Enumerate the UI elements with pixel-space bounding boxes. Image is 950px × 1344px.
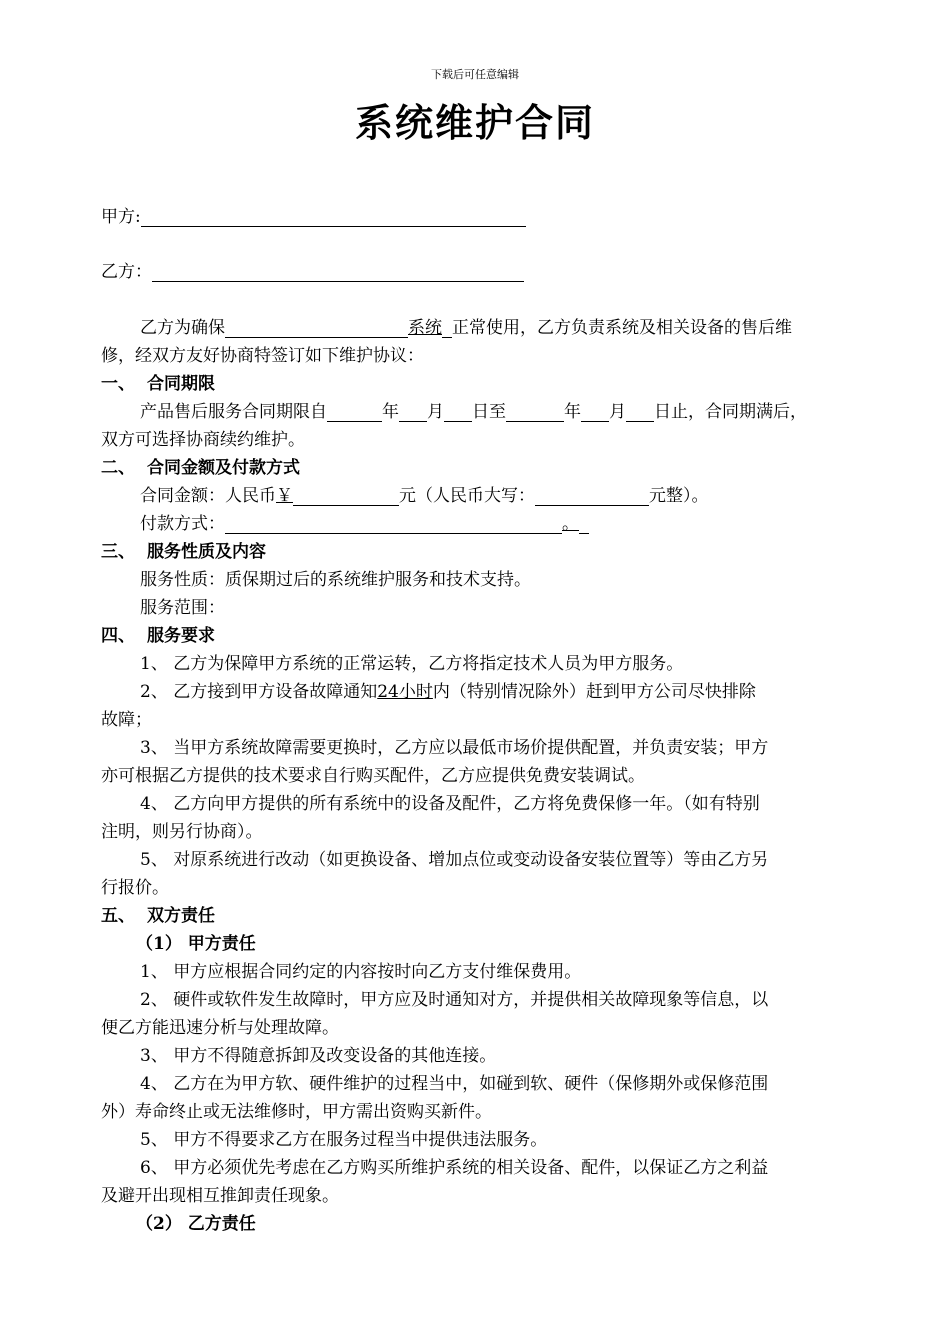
party-b-duties-title: （2） 乙方责任	[136, 1214, 256, 1234]
section-1-heading: 一、 合同期限	[101, 374, 215, 394]
system-name-blank	[225, 319, 408, 338]
amount-line: 合同金额：人民币￥ 元（人民币大写： 元整）。	[140, 486, 709, 506]
party-b-line	[101, 262, 524, 282]
party-a-duty-6: 6、 甲方必须优先考虑在乙方购买所维护系统的相关设备、配件，以保证乙方之利益	[140, 1158, 769, 1178]
payment-line: 付款方式： 。	[140, 514, 589, 534]
amount-blank	[293, 487, 399, 506]
requirement-4: 4、 乙方向甲方提供的所有系统中的设备及配件，乙方将免费保修一年。（如有特别	[140, 794, 760, 814]
section-2-heading: 二、 合同金额及付款方式	[101, 458, 300, 478]
party-a-duties-title: （1） 甲方责任	[136, 934, 256, 954]
requirement-4-cont: 注明，则另行协商）。	[101, 822, 263, 842]
amount-words-blank	[535, 487, 649, 506]
requirement-2-cont: 故障；	[101, 710, 152, 730]
party-a-duty-1: 1、 甲方应根据合同约定的内容按时向乙方支付维保费用。	[140, 962, 582, 982]
party-a-duty-3: 3、 甲方不得随意拆卸及改变设备的其他连接。	[140, 1046, 497, 1066]
party-a-duty-6-cont: 及避开出现相互推卸责任现象。	[101, 1186, 339, 1206]
payment-blank	[225, 515, 562, 534]
requirement-1: 1、 乙方为保障甲方系统的正常运转，乙方将指定技术人员为甲方服务。	[140, 654, 684, 674]
intro-line-2: 修，经双方友好协商特签订如下维护协议：	[101, 346, 424, 366]
party-a-duty-4-cont: 外）寿命终止或无法维修时，甲方需出资购买新件。	[101, 1102, 492, 1122]
party-a-label: 甲方:	[101, 207, 141, 227]
contract-title: 系统维护合同	[354, 100, 595, 145]
section-3-heading: 三、 服务性质及内容	[101, 542, 266, 562]
party-a-line	[101, 207, 526, 227]
requirement-2: 2、 乙方接到甲方设备故障通知24小时内（特别情况除外）赶到甲方公司尽快排除	[140, 682, 756, 702]
intro-line-1: 乙方为确保 系统 正常使用，乙方负责系统及相关设备的售后维	[140, 318, 792, 338]
party-b-blank	[152, 263, 524, 282]
party-a-blank	[141, 208, 526, 227]
term-line-2: 双方可选择协商续约维护。	[101, 430, 305, 450]
party-a-duty-2: 2、 硬件或软件发生故障时，甲方应及时通知对方，并提供相关故障现象等信息，以	[140, 990, 769, 1010]
requirement-3: 3、 当甲方系统故障需要更换时，乙方应以最低市场价提供配置，并负责安装；甲方	[140, 738, 769, 758]
section-5-heading: 五、 双方责任	[101, 906, 215, 926]
section-4-heading: 四、 服务要求	[101, 626, 215, 646]
service-scope: 服务范围：	[140, 598, 225, 618]
term-line-1: 产品售后服务合同期限自 年 月 日至 年 月 日止，合同期满后，	[140, 402, 807, 422]
party-a-duty-4: 4、 乙方在为甲方软、硬件维护的过程当中，如碰到软、硬件（保修期外或保修范围	[140, 1074, 769, 1094]
requirement-5: 5、 对原系统进行改动（如更换设备、增加点位或变动设备安装位置等）等由乙方另	[140, 850, 769, 870]
party-b-label: 乙方：	[101, 262, 152, 282]
party-a-duty-5: 5、 甲方不得要求乙方在服务过程当中提供违法服务。	[140, 1130, 548, 1150]
requirement-5-cont: 行报价。	[101, 878, 169, 898]
requirement-3-cont: 亦可根据乙方提供的技术要求自行购买配件，乙方应提供免费安装调试。	[101, 766, 645, 786]
header-note: 下载后可任意编辑	[431, 68, 519, 81]
party-a-duty-2-cont: 便乙方能迅速分析与处理故障。	[101, 1018, 339, 1038]
service-nature: 服务性质：质保期过后的系统维护服务和技术支持。	[140, 570, 531, 590]
